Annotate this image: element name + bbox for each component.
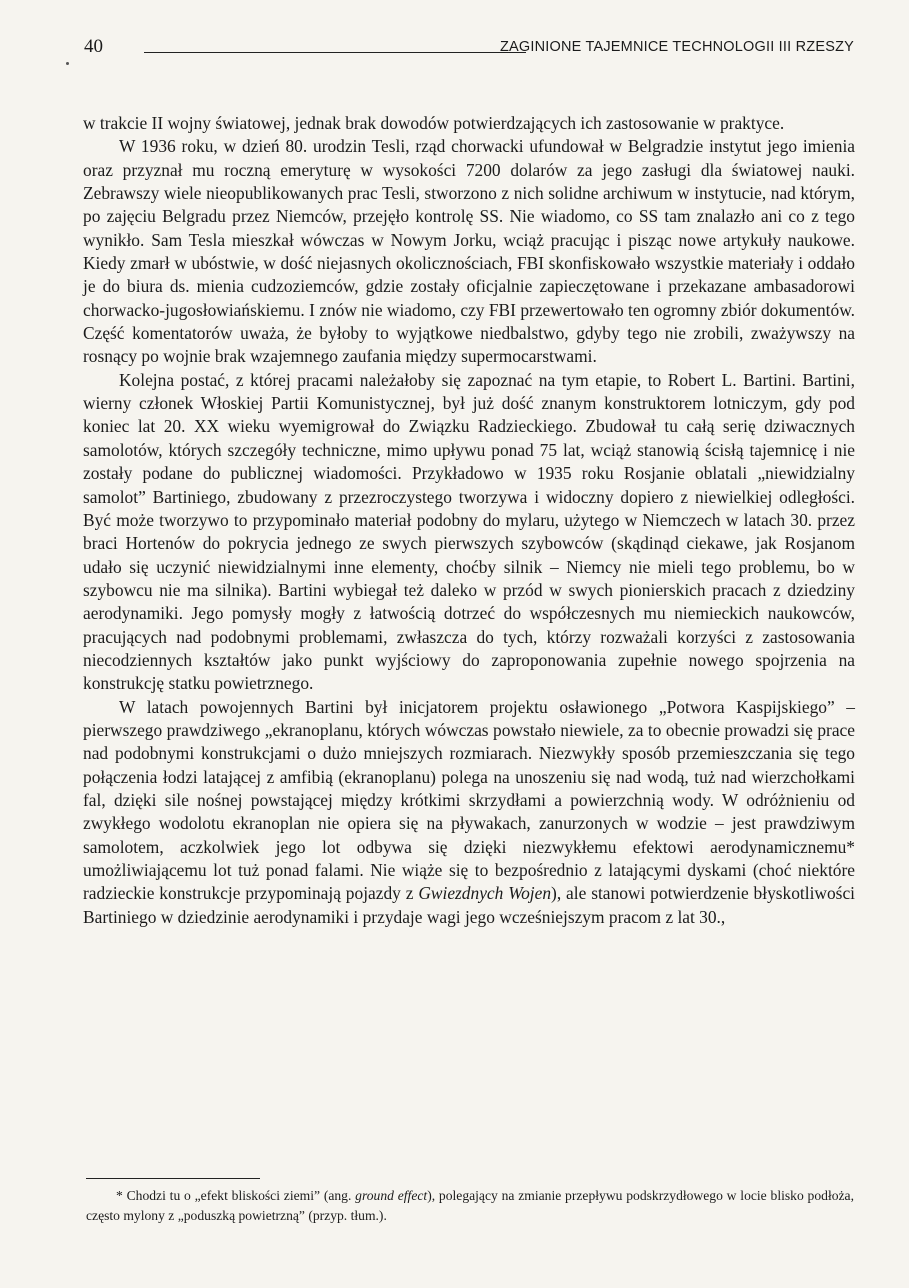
page-number: 40 — [84, 36, 103, 57]
paragraph-1: w trakcie II wojny światowej, jednak brak dowodów potwierdzających ich zastosowanie w praktyce. — [83, 113, 785, 133]
running-title: ZAGINIONE TAJEMNICE TECHNOLOGII III RZESZY — [499, 39, 854, 55]
paragraph-2: W 1936 roku, w dzień 80. urodzin Tesli, rząd chorwacki ufundował w Belgradzie instytut jego imienia oraz przyznał mu roczną emeryturę w wysokości 7200 dolarów za jego zasługi dla światowej nauki. Zebrawszy wiele nieopublikowanych prac Tesli, stworzono z nich solidne archiwum w instytucie, nad którym, po zajęciu Belgradu przez Niemców, przejęło kontrolę SS. Nie wiadomo, co SS tam znalazło ani co z tego wynikło. Sam Tesla mieszkał wówczas w Nowym Jorku, wciąż pracując i pisząc nowe artykuły naukowe. Kiedy zmarł w ubóstwie, w dość niejasnych okolicznościach, FBI skonfiskowało wszystkie materiały i oddało je do biura ds. mienia cudzoziemców, gdzie zostały oficjalnie zapieczętowane i przekazane ambasadorowi chorwacko-jugosłowiańskiemu. I znów nie wiadomo, czy FBI przewertowało ten ogromny zbiór dokumentów. Część komentatorów uważa, że byłoby to wyjątkowe niedbalstwo, gdyby tego nie zrobili, zważywszy na rosnący po wojnie brak wzajemnego zaufania między supermocarstwami. — [83, 136, 855, 367]
scan-speck — [66, 62, 69, 65]
footnote-italic-term: ground effect — [355, 1188, 428, 1203]
running-header — [84, 36, 856, 60]
book-title-italic: Gwiezdnych Wojen — [418, 883, 552, 904]
footnote — [86, 1186, 854, 1226]
footnote-text — [86, 1186, 854, 1226]
paragraph-4 — [83, 696, 855, 929]
body-text — [83, 112, 855, 929]
header-rule — [144, 52, 526, 53]
paragraph-3: Kolejna postać, z której pracami należałoby się zapoznać na tym etapie, to Robert L. Bartini. Bartini, wierny członek Włoskiej Partii Komunistycznej, był już dość znanym konstruktorem lotniczym, gdy pod koniec lat 20. XX wieku wyemigrował do Związku Radzieckiego. Zbudował tu całą serię dziwacznych samolotów, których szczegóły techniczne, mimo upływu ponad 75 lat, wciąż stanowią ścisłą tajemnicę i nie zostały podane do publicznej wiadomości. Przykładowo w 1935 roku Rosjanie oblatali „niewidzialny samolot” Bartiniego, zbudowany z przezroczystego tworzywa i widoczny dopiero z niewielkiej odległości. Być może tworzywo to przypominało materiał podobny do mylaru, użytego w Niemczech w latach 30. przez braci Hortenów do pokrycia jednego ze swych pierwszych szybowców (skądinąd ciekawe, jak Rosjanom udało się uczynić niewidzialnymi inne elementy, choćby silnik – Niemcy nie mieli tego problemu, bo w szybowcu nie ma silnika). Bartini wybiegał też daleko w przód w swych pionierskich pracach z dziedziny aerodynamiki. Jego pomysły mogły z łatwością dotrzeć do współczesnych mu niemieckich naukowców, pracujących nad podobnymi problemami, zwłaszcza do tych, którzy rozważali korzyści z zastosowania niecodziennych kształtów jako punkt wyjściowy do zaproponowania zupełnie nowego spojrzenia na konstrukcję statku powietrznego. — [83, 369, 855, 694]
footnote-text-a: * Chodzi tu o „efekt bliskości ziemi” (ang. — [116, 1188, 356, 1203]
footnote-rule — [86, 1178, 260, 1179]
paragraph-4-text-a: W latach powojennych Bartini był inicjatorem projektu osławionego „Potwora Kaspijskiego” – pierwszego prawdziwego „ekranoplanu, których wówczas powstało niewiele, za to obecnie prowadzi się prace nad podobnymi konstrukcjami o dużo mniejszych rozmiarach. Niezwykły sposób przemieszczania się tego połączenia łodzi latającej z amfibią (ekranoplanu) polega na unoszeniu się nad wodą, tuż nad wierzchołkami fal, dzięki sile nośnej powstającej między krótkimi skrzydłami a powierzchnią wody. W odróżnieniu od zwykłego wodolotu ekranoplan nie opiera się na pływakach, zanurzonych w wodzie – jest prawdziwym samolotem, aczkolwiek jego lot odbywa się dzięki niezwykłemu efektowi aerodynamicznemu* umożliwiającemu lot tuż ponad falami. Nie wiąże się to bezpośrednio z latającymi dyskami (choć niektóre radzieckie konstrukcje przypominają pojazdy z — [83, 696, 855, 904]
paragraph-4-text-b: ), ale stanowi potwierdzenie błyskotliwości Bartiniego w dziedzinie aerodynamiki i przydaje wagi jego wcześniejszym pracom z lat 30., — [83, 883, 855, 927]
footnote-text-b: ), polegający na zmianie przepływu podskrzydłowego w locie blisko podłoża, często mylony z „poduszką powietrzną” (przyp. tłum.). — [86, 1188, 854, 1223]
